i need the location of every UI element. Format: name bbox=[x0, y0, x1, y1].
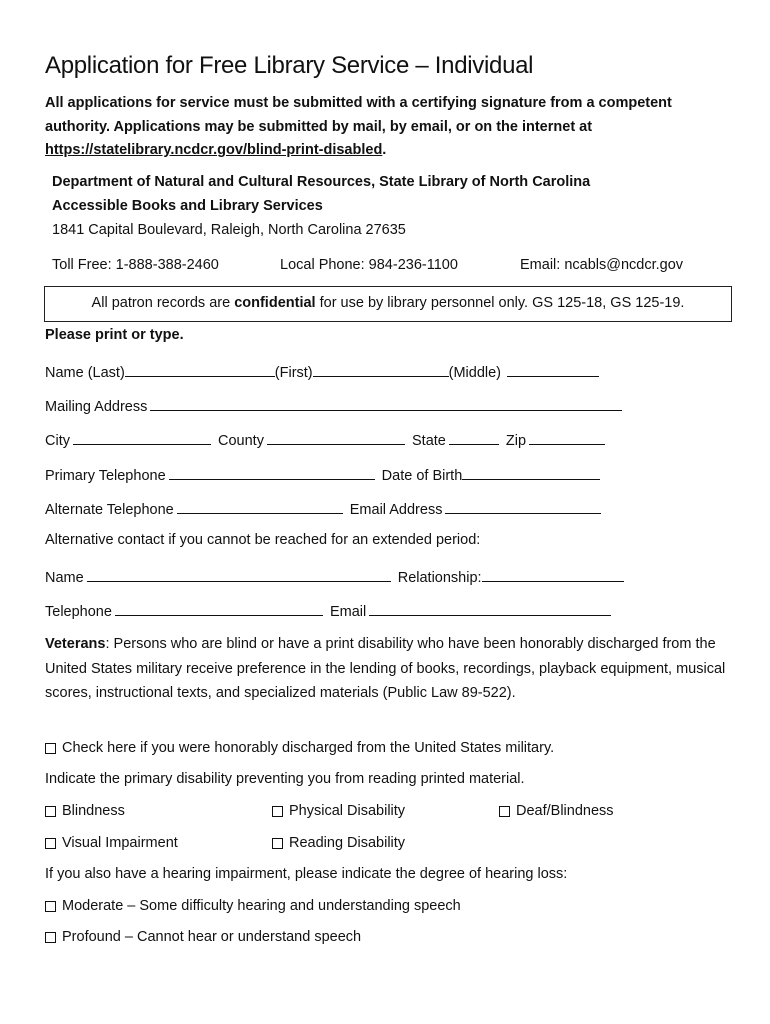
page-title: Application for Free Library Service – Individual bbox=[45, 52, 534, 79]
city-field[interactable] bbox=[73, 429, 211, 445]
deaf-blindness-checkbox[interactable] bbox=[499, 806, 510, 817]
blindness-checkbox[interactable] bbox=[45, 806, 56, 817]
physical-disability-option[interactable] bbox=[272, 803, 405, 819]
profound-hearing-checkbox[interactable] bbox=[45, 932, 56, 943]
department-address: 1841 Capital Boulevard, Raleigh, North Carolina 27635 bbox=[52, 222, 406, 238]
alt-phone-field[interactable] bbox=[177, 498, 343, 514]
alt-email-label: Email bbox=[329, 604, 367, 620]
city-row bbox=[45, 429, 608, 449]
first-name-label: (First) bbox=[274, 365, 313, 381]
alt-telephone-row bbox=[45, 600, 614, 620]
middle-name-label: (Middle) bbox=[448, 365, 501, 381]
hearing-heading: If you also have a hearing impairment, please indicate the degree of hearing loss: bbox=[45, 866, 568, 882]
zip-label: Zip bbox=[505, 433, 527, 449]
reading-disability-checkbox[interactable] bbox=[272, 838, 283, 849]
primary-phone-row bbox=[45, 464, 603, 484]
veteran-checkbox-label: Check here if you were honorably discharged from the United States military. bbox=[62, 740, 555, 756]
zip-field[interactable] bbox=[529, 429, 605, 445]
profound-hearing-option[interactable] bbox=[45, 929, 361, 945]
dob-label: Date of Birth bbox=[381, 468, 463, 484]
confidential-text-before: All patron records are bbox=[91, 295, 235, 311]
primary-phone-label: Primary Telephone bbox=[45, 468, 166, 484]
moderate-hearing-checkbox[interactable] bbox=[45, 901, 56, 912]
intro-paragraph bbox=[45, 92, 735, 163]
county-label: County bbox=[218, 433, 264, 449]
visual-impairment-option[interactable] bbox=[45, 835, 178, 851]
disability-heading: Indicate the primary disability preventing you from reading printed material. bbox=[45, 771, 525, 787]
first-name-field[interactable] bbox=[313, 361, 449, 377]
email-address-field[interactable] bbox=[445, 498, 601, 514]
deaf-blindness-label: Deaf/Blindness bbox=[516, 803, 614, 819]
intro-text: All applications for service must be submitted with a certifying signature from a competent authority. Applications may be submitted by mail, by email, or on the internet at bbox=[45, 95, 672, 135]
physical-disability-checkbox[interactable] bbox=[272, 806, 283, 817]
confidentiality-notice bbox=[44, 286, 732, 322]
relationship-field[interactable] bbox=[482, 566, 624, 582]
visual-impairment-checkbox[interactable] bbox=[45, 838, 56, 849]
city-label: City bbox=[45, 433, 70, 449]
blindness-option[interactable] bbox=[45, 803, 125, 819]
alt-name-label: Name bbox=[45, 570, 84, 586]
blindness-label: Blindness bbox=[62, 803, 125, 819]
print-instruction: Please print or type. bbox=[45, 327, 184, 343]
reading-disability-label: Reading Disability bbox=[289, 835, 406, 851]
veteran-checkbox[interactable] bbox=[45, 743, 56, 754]
veterans-label: Veterans bbox=[45, 636, 106, 652]
moderate-hearing-option[interactable] bbox=[45, 898, 461, 914]
confidential-bold: confidential bbox=[234, 295, 316, 311]
alt-telephone-label: Telephone bbox=[45, 604, 112, 620]
state-label: State bbox=[412, 433, 446, 449]
deaf-blindness-option[interactable] bbox=[499, 803, 614, 819]
contact-email: Email: ncabls@ncdcr.gov bbox=[520, 257, 684, 273]
department-division: Accessible Books and Library Services bbox=[52, 198, 323, 214]
confidential-text-after: for use by library personnel only. GS 125-18, GS 125-19. bbox=[315, 295, 685, 311]
reading-disability-option[interactable] bbox=[272, 835, 405, 851]
primary-phone-field[interactable] bbox=[169, 464, 375, 480]
last-name-label: Name (Last) bbox=[45, 365, 125, 381]
middle-name-field[interactable] bbox=[507, 361, 599, 377]
mailing-address-row bbox=[45, 395, 625, 415]
toll-free-phone: Toll Free: 1-888-388-2460 bbox=[52, 257, 219, 273]
visual-impairment-label: Visual Impairment bbox=[62, 835, 178, 851]
website-link[interactable]: https://statelibrary.ncdcr.gov/blind-print-disabled bbox=[45, 142, 383, 158]
department-name: Department of Natural and Cultural Resources, State Library of North Carolina bbox=[52, 174, 591, 190]
alt-email-field[interactable] bbox=[369, 600, 611, 616]
relationship-label: Relationship: bbox=[397, 570, 482, 586]
mailing-address-field[interactable] bbox=[150, 395, 622, 411]
mailing-address-label: Mailing Address bbox=[45, 399, 148, 415]
local-phone: Local Phone: 984-236-1100 bbox=[280, 257, 458, 273]
alt-name-field[interactable] bbox=[87, 566, 391, 582]
alt-phone-row bbox=[45, 498, 604, 518]
alt-telephone-field[interactable] bbox=[115, 600, 323, 616]
name-row bbox=[45, 361, 602, 381]
veterans-text: : Persons who are blind or have a print disability who have been honorably discharged from the United States military receive preference in the lending of books, recordings, playback equipment, musical scores, instructional texts, and specialized materials (Public Law 89-522). bbox=[45, 636, 726, 701]
dob-field[interactable] bbox=[462, 464, 600, 480]
alt-name-row bbox=[45, 566, 627, 586]
moderate-hearing-label: Moderate – Some difficulty hearing and understanding speech bbox=[62, 898, 461, 914]
intro-end: . bbox=[382, 142, 387, 158]
veterans-paragraph bbox=[45, 632, 745, 706]
veteran-checkbox-row[interactable] bbox=[45, 740, 554, 756]
alt-phone-label: Alternate Telephone bbox=[45, 502, 174, 518]
alt-contact-heading: Alternative contact if you cannot be reached for an extended period: bbox=[45, 532, 481, 548]
physical-disability-label: Physical Disability bbox=[289, 803, 406, 819]
county-field[interactable] bbox=[267, 429, 405, 445]
last-name-field[interactable] bbox=[125, 361, 275, 377]
state-field[interactable] bbox=[449, 429, 499, 445]
email-address-label: Email Address bbox=[349, 502, 443, 518]
profound-hearing-label: Profound – Cannot hear or understand speech bbox=[62, 929, 362, 945]
